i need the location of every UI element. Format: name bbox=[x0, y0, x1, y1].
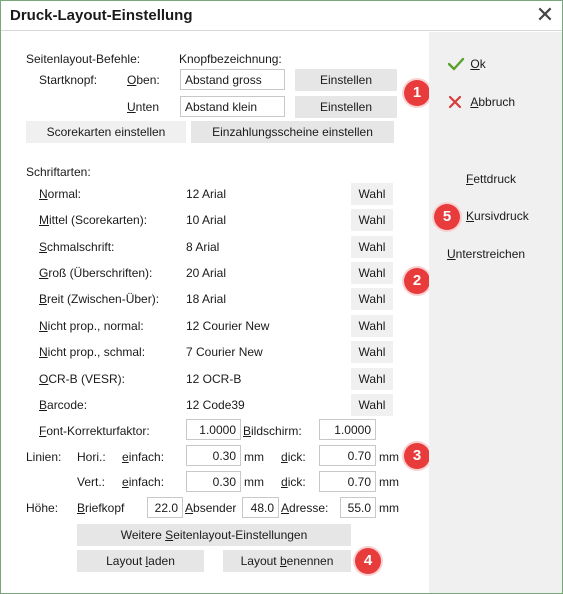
font-label-mittel: Mittel (Scorekarten): bbox=[39, 213, 148, 227]
ok-button[interactable] bbox=[447, 56, 486, 71]
unten-input[interactable] bbox=[180, 96, 285, 117]
bildschirm-input[interactable] bbox=[319, 419, 376, 440]
hoehe-unit: mm bbox=[379, 501, 399, 515]
weitere-einstellungen-button[interactable]: Weitere Seitenlayout-Einstellungen bbox=[77, 524, 351, 546]
vert-dick-label: dick: bbox=[281, 475, 306, 489]
badge-4: 4 bbox=[355, 548, 381, 574]
font-value-nicht-prop-normal: 12 Courier New bbox=[186, 319, 270, 333]
hoehe-label: Höhe: bbox=[26, 501, 59, 515]
wahl-button-gross[interactable]: Wahl bbox=[351, 262, 393, 284]
kursivdruck-option[interactable]: Kursivdruck bbox=[466, 209, 529, 223]
schriftarten-label: Schriftarten: bbox=[26, 165, 91, 179]
font-label-ocrb: OCR-B (VESR): bbox=[39, 372, 126, 386]
font-value-mittel: 10 Arial bbox=[186, 213, 227, 227]
vert-dick-unit: mm bbox=[379, 475, 399, 489]
font-korrektur-input[interactable] bbox=[186, 419, 241, 440]
close-icon[interactable]: ✕ bbox=[535, 2, 555, 27]
unten-label: Unten bbox=[127, 100, 160, 114]
font-label-breit: Breit (Zwischen-Über): bbox=[39, 292, 160, 306]
font-value-gross: 20 Arial bbox=[186, 266, 227, 280]
wahl-button-ocrb[interactable]: Wahl bbox=[351, 368, 393, 390]
wahl-button-breit[interactable]: Wahl bbox=[351, 288, 393, 310]
briefkopf-input[interactable] bbox=[147, 497, 183, 518]
vert-einfach-unit: mm bbox=[244, 475, 264, 489]
layout-laden-button[interactable]: Layout laden bbox=[77, 550, 204, 572]
vert-einfach-input[interactable] bbox=[186, 471, 241, 492]
hori-einfach-label: einfach: bbox=[122, 450, 165, 464]
font-korrektur-label: Font-Korrekturfaktor: bbox=[39, 424, 150, 438]
hori-label: Hori.: bbox=[77, 450, 106, 464]
font-label-nicht-prop-normal: Nicht prop., normal: bbox=[39, 319, 144, 333]
font-value-barcode: 12 Code39 bbox=[186, 398, 245, 412]
title-bar bbox=[1, 1, 562, 31]
wahl-button-nicht-prop-normal[interactable]: Wahl bbox=[351, 315, 393, 337]
wahl-button-nicht-prop-schmal[interactable]: Wahl bbox=[351, 341, 393, 363]
bildschirm-label: Bildschirm: bbox=[243, 424, 302, 438]
wahl-button-normal[interactable]: Wahl bbox=[351, 183, 393, 205]
font-value-ocrb: 12 OCR-B bbox=[186, 372, 242, 386]
font-label-schmal: Schmalschrift: bbox=[39, 240, 115, 254]
oben-label: Oben: bbox=[127, 73, 160, 87]
wahl-button-barcode[interactable]: Wahl bbox=[351, 394, 393, 416]
absender-input[interactable] bbox=[242, 497, 279, 518]
font-value-schmal: 8 Arial bbox=[186, 240, 220, 254]
briefkopf-label: Briefkopf bbox=[77, 501, 125, 515]
abbruch-button[interactable] bbox=[447, 94, 515, 110]
badge-1: 1 bbox=[404, 80, 430, 106]
check-icon bbox=[447, 57, 465, 71]
side-panel bbox=[429, 32, 562, 593]
hori-einfach-input[interactable] bbox=[186, 445, 241, 466]
einzahlungsscheine-einstellen-button[interactable]: Einzahlungsscheine einstellen bbox=[191, 121, 394, 143]
font-label-gross: Groß (Überschriften): bbox=[39, 266, 153, 280]
ok-label: Ok bbox=[470, 56, 486, 71]
font-value-normal: 12 Arial bbox=[186, 187, 227, 201]
layout-benennen-button[interactable]: Layout benennen bbox=[223, 550, 351, 572]
adresse-label: Adresse: bbox=[281, 501, 329, 515]
hori-einfach-unit: mm bbox=[244, 450, 264, 464]
vert-einfach-label: einfach: bbox=[122, 475, 165, 489]
badge-2: 2 bbox=[404, 268, 430, 294]
wahl-button-mittel[interactable]: Wahl bbox=[351, 209, 393, 231]
abbruch-label: Abbruch bbox=[470, 95, 516, 109]
font-value-nicht-prop-schmal: 7 Courier New bbox=[186, 345, 263, 359]
fettdruck-option[interactable]: Fettdruck bbox=[466, 172, 517, 186]
window-title: Druck-Layout-Einstellung bbox=[10, 7, 193, 24]
adresse-input[interactable] bbox=[340, 497, 376, 518]
font-label-nicht-prop-schmal: Nicht prop., schmal: bbox=[39, 345, 146, 359]
hori-dick-label: dick: bbox=[281, 450, 306, 464]
startknopf-label: Startknopf: bbox=[39, 73, 98, 87]
vert-dick-input[interactable] bbox=[319, 471, 376, 492]
linien-label: Linien: bbox=[26, 450, 62, 464]
font-label-normal: Normal: bbox=[39, 187, 82, 201]
oben-einstellen-button[interactable]: Einstellen bbox=[295, 69, 397, 91]
hori-dick-input[interactable] bbox=[319, 445, 376, 466]
vert-label: Vert.: bbox=[77, 475, 106, 489]
badge-5: 5 bbox=[434, 204, 460, 230]
cancel-x-icon bbox=[447, 94, 463, 110]
seitenlayout-label: Seitenlayout-Befehle: bbox=[26, 52, 141, 66]
scorekarten-einstellen-button[interactable]: Scorekarten einstellen bbox=[26, 121, 186, 143]
font-label-barcode: Barcode: bbox=[39, 398, 88, 412]
hori-dick-unit: mm bbox=[379, 450, 399, 464]
unten-einstellen-button[interactable]: Einstellen bbox=[295, 96, 397, 118]
unterstreichen-option[interactable]: Unterstreichen bbox=[447, 247, 526, 261]
knopfbezeichnung-label: Knopfbezeichnung: bbox=[179, 52, 282, 66]
font-value-breit: 18 Arial bbox=[186, 292, 227, 306]
wahl-button-schmal[interactable]: Wahl bbox=[351, 236, 393, 258]
badge-3: 3 bbox=[404, 443, 430, 469]
main-panel bbox=[1, 32, 429, 593]
absender-label: Absender bbox=[185, 501, 237, 515]
oben-input[interactable] bbox=[180, 69, 285, 90]
